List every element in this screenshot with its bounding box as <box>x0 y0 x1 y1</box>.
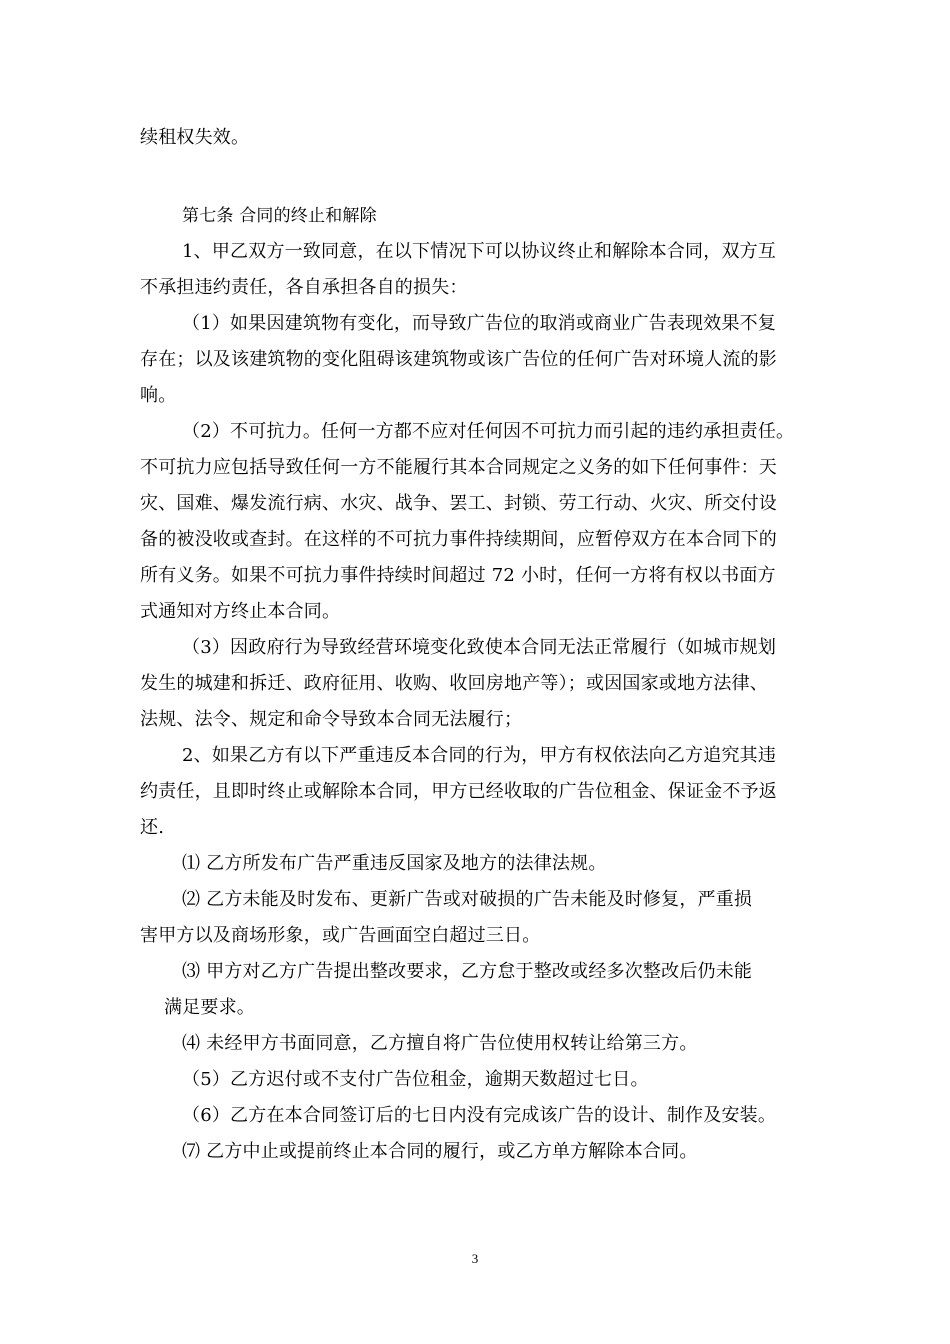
text-line: （6）乙方在本合同签订后的七日内没有完成该广告的设计、制作及安装。 <box>182 1105 777 1126</box>
text-line: 1、甲乙双方一致同意，在以下情况下可以协议终止和解除本合同，双方互 <box>182 241 777 262</box>
text-line: 满足要求。 <box>164 997 255 1018</box>
page-number: 3 <box>471 1251 479 1266</box>
text-line: （1）如果因建筑物有变化，而导致广告位的取消或商业广告表现效果不复 <box>182 313 777 334</box>
text-line: ⑶ 甲方对乙方广告提出整改要求，乙方怠于整改或经多次整改后仍未能 <box>182 961 753 982</box>
text-line: ⑴ 乙方所发布广告严重违反国家及地方的法律法规。 <box>182 853 607 874</box>
text-line: 发生的城建和拆迁、政府征用、收购、收回房地产等）；或因国家或地方法律、 <box>140 673 768 694</box>
text-line: 约责任，且即时终止或解除本合同，甲方已经收取的广告位租金、保证金不予返 <box>140 781 777 802</box>
text-line: ⑷ 未经甲方书面同意，乙方擅自将广告位使用权转让给第三方。 <box>182 1033 698 1054</box>
text-line: 续租权失效。 <box>140 127 250 148</box>
text-line: 不承担违约责任，各自承担各自的损失： <box>140 277 468 298</box>
text-line: 响。 <box>140 385 177 406</box>
text-line: 灾、国难、爆发流行病、水灾、战争、罢工、封锁、劳工行动、火灾、所交付设 <box>140 493 777 514</box>
text-line: 备的被没收或查封。在这样的不可抗力事件持续期间，应暂停双方在本合同下的 <box>140 529 777 550</box>
text-line: ⑵ 乙方未能及时发布、更新广告或对破损的广告未能及时修复，严重损 <box>182 889 753 910</box>
text-line: （2）不可抗力。任何一方都不应对任何因不可抗力而引起的违约承担责任。 <box>182 421 795 442</box>
text-line: 法规、法令、规定和命令导致本合同无法履行； <box>140 709 523 730</box>
text-line: 还. <box>140 817 165 838</box>
text-line: 所有义务。如果不可抗力事件持续时间超过 72 小时，任何一方将有权以书面方 <box>140 565 776 586</box>
section-heading: 第七条 合同的终止和解除 <box>182 206 377 226</box>
text-line: （3）因政府行为导致经营环境变化致使本合同无法正常履行（如城市规划 <box>182 637 777 658</box>
text-line: 式通知对方终止本合同。 <box>140 601 341 622</box>
text-line: 存在；以及该建筑物的变化阻碍该建筑物或该广告位的任何广告对环境人流的影 <box>140 349 777 370</box>
text-line: 不可抗力应包括导致任何一方不能履行其本合同规定之义务的如下任何事件：天 <box>140 457 777 478</box>
text-line: 害甲方以及商场形象，或广告画面空白超过三日。 <box>140 925 541 946</box>
text-line: 2、如果乙方有以下严重违反本合同的行为，甲方有权依法向乙方追究其违 <box>182 745 777 766</box>
text-line: （5）乙方迟付或不支付广告位租金，逾期天数超过七日。 <box>182 1069 649 1090</box>
text-line: ⑺ 乙方中止或提前终止本合同的履行，或乙方单方解除本合同。 <box>182 1141 698 1162</box>
